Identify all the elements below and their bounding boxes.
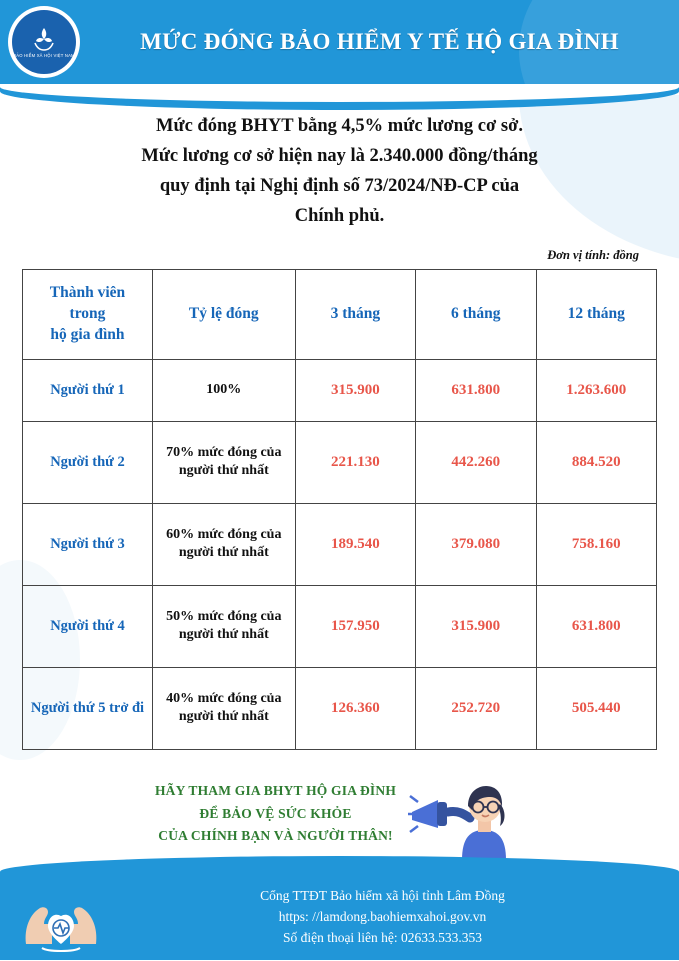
row-6-months: 315.900	[416, 585, 536, 667]
page-header	[0, 0, 679, 84]
header-rate: Tỷ lệ đóng	[152, 269, 295, 359]
footer-phone: Số điện thoại liên hệ: 02633.533.353	[282, 929, 483, 945]
row-member: Người thứ 2	[23, 421, 153, 503]
header-member	[23, 269, 153, 359]
row-12-months: 505.440	[536, 667, 656, 749]
table-row	[23, 503, 657, 585]
row-member: Người thứ 1	[23, 359, 153, 421]
row-3-months: 157.950	[295, 585, 415, 667]
header-6-months: 6 tháng	[416, 269, 536, 359]
table-row	[23, 359, 657, 421]
intro-paragraph	[38, 112, 641, 232]
row-12-months: 758.160	[536, 503, 656, 585]
row-rate: 40% mức đóng của người thứ nhất	[152, 667, 295, 749]
header-member-line2: trong	[69, 304, 106, 322]
intro-line-2: Mức lương cơ sở hiện nay là 2.340.000 đồng/tháng	[141, 145, 538, 166]
slogan-line-3: CỦA CHÍNH BẠN VÀ NGƯỜI THÂN!	[158, 828, 393, 843]
row-member: Người thứ 3	[23, 503, 153, 585]
row-3-months: 189.540	[295, 503, 415, 585]
logo-inner	[12, 10, 76, 74]
row-12-months: 1.263.600	[536, 359, 656, 421]
row-rate: 70% mức đóng của người thứ nhất	[152, 421, 295, 503]
table-row	[23, 667, 657, 749]
row-rate: 60% mức đóng của người thứ nhất	[152, 503, 295, 585]
row-3-months: 221.130	[295, 421, 415, 503]
footer-website[interactable]: https: //lamdong.baohiemxahoi.gov.vn	[278, 908, 487, 924]
row-6-months: 379.080	[416, 503, 536, 585]
table-body	[23, 359, 657, 749]
intro-line-1: Mức đóng BHYT bằng 4,5% mức lương cơ sở.	[156, 116, 523, 136]
row-12-months: 631.800	[536, 585, 656, 667]
slogan-line-1: HÃY THAM GIA BHYT HỘ GIA ĐÌNH	[154, 783, 397, 799]
slogan-text	[155, 780, 396, 847]
table-header-row	[23, 269, 657, 359]
row-3-months: 315.900	[295, 359, 415, 421]
row-6-months: 442.260	[416, 421, 536, 503]
bhxh-logo	[8, 6, 80, 78]
header-3-months: 3 tháng	[295, 269, 415, 359]
row-12-months: 884.520	[536, 421, 656, 503]
hands-heart-icon	[18, 878, 104, 956]
megaphone-woman-illustration	[404, 766, 524, 862]
footer-text	[96, 886, 669, 949]
row-member: Người thứ 5 trở đi	[23, 667, 153, 749]
unit-note: Đơn vị tính: đồng	[547, 247, 639, 262]
table-row	[23, 585, 657, 667]
logo-caption: BẢO HIỂM XÃ HỘI VIỆT NAM	[13, 53, 75, 59]
footer-line-1: Cổng TTĐT Bảo hiểm xã hội tỉnh Lâm Đồng	[260, 888, 505, 903]
intro-line-4: Chính phủ.	[294, 205, 385, 226]
row-rate: 50% mức đóng của người thứ nhất	[152, 585, 295, 667]
fee-table-wrapper	[22, 269, 657, 750]
row-6-months: 631.800	[416, 359, 536, 421]
slogan-section	[0, 766, 679, 862]
row-rate: 100%	[152, 359, 295, 421]
table-row	[23, 421, 657, 503]
table-head	[23, 269, 657, 359]
lotus-hands-icon	[29, 25, 59, 53]
header-12-months: 12 tháng	[536, 269, 656, 359]
row-3-months: 126.360	[295, 667, 415, 749]
row-member: Người thứ 4	[23, 585, 153, 667]
slogan-line-2: ĐỂ BẢO VỆ SỨC KHỎE	[199, 805, 352, 821]
header-member-line3: hộ gia đình	[50, 325, 125, 343]
row-6-months: 252.720	[416, 667, 536, 749]
header-member-line1: Thành viên	[49, 283, 126, 301]
page-title: MỨC ĐÓNG BẢO HIỂM Y TẾ HỘ GIA ĐÌNH	[140, 29, 619, 54]
fee-table	[22, 269, 657, 750]
intro-line-3: quy định tại Nghị định số 73/2024/NĐ-CP của	[159, 175, 520, 196]
